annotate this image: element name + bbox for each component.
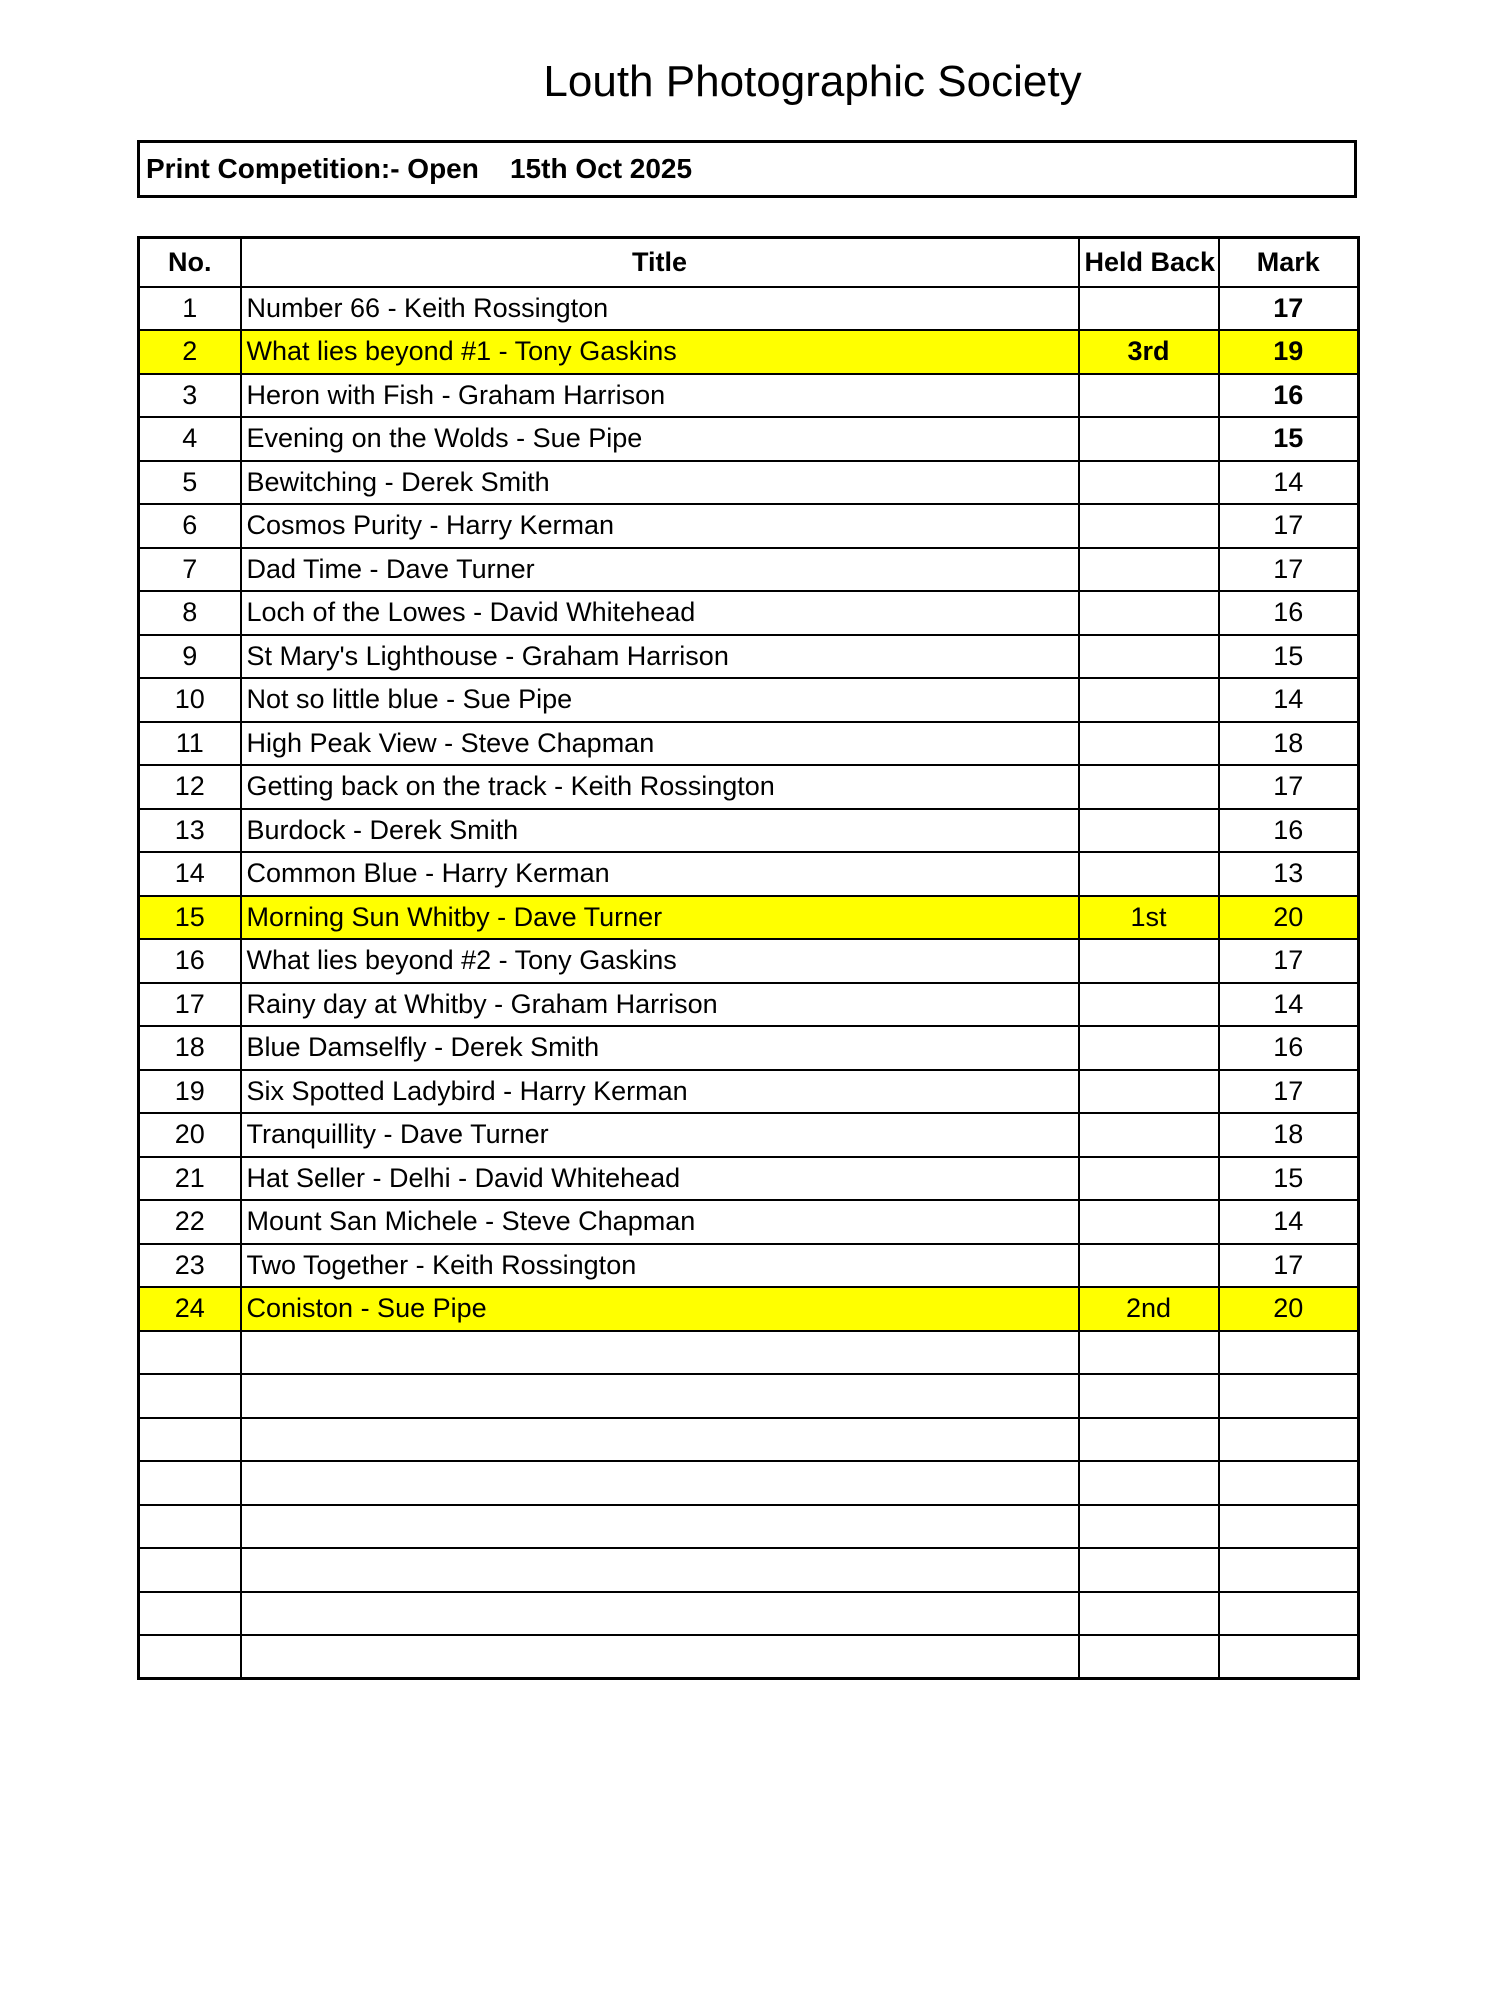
cell-held-back bbox=[1079, 809, 1219, 853]
table-row bbox=[139, 1505, 1359, 1549]
cell-title: Cosmos Purity - Harry Kerman bbox=[241, 504, 1079, 548]
table-row bbox=[139, 591, 1359, 635]
cell-no bbox=[139, 1374, 241, 1418]
cell-no: 12 bbox=[139, 765, 241, 809]
cell-no: 6 bbox=[139, 504, 241, 548]
header-row bbox=[139, 238, 1359, 287]
table-row bbox=[139, 287, 1359, 331]
cell-title: Rainy day at Whitby - Graham Harrison bbox=[241, 983, 1079, 1027]
cell-title: Evening on the Wolds - Sue Pipe bbox=[241, 417, 1079, 461]
cell-mark: 17 bbox=[1219, 1244, 1359, 1288]
table-row bbox=[139, 852, 1359, 896]
table-row bbox=[139, 330, 1359, 374]
cell-title: Hat Seller - Delhi - David Whitehead bbox=[241, 1157, 1079, 1201]
cell-title: Morning Sun Whitby - Dave Turner bbox=[241, 896, 1079, 940]
cell-held-back bbox=[1079, 852, 1219, 896]
cell-title: What lies beyond #2 - Tony Gaskins bbox=[241, 939, 1079, 983]
cell-title: Dad Time - Dave Turner bbox=[241, 548, 1079, 592]
cell-no: 1 bbox=[139, 287, 241, 331]
cell-held-back bbox=[1079, 722, 1219, 766]
cell-title: Loch of the Lowes - David Whitehead bbox=[241, 591, 1079, 635]
cell-held-back bbox=[1079, 374, 1219, 418]
cell-no: 16 bbox=[139, 939, 241, 983]
cell-no: 19 bbox=[139, 1070, 241, 1114]
table-row bbox=[139, 678, 1359, 722]
cell-mark: 16 bbox=[1219, 809, 1359, 853]
cell-no: 20 bbox=[139, 1113, 241, 1157]
cell-title bbox=[241, 1374, 1079, 1418]
cell-title: Number 66 - Keith Rossington bbox=[241, 287, 1079, 331]
cell-mark: 14 bbox=[1219, 1200, 1359, 1244]
cell-title: St Mary's Lighthouse - Graham Harrison bbox=[241, 635, 1079, 679]
table-row bbox=[139, 417, 1359, 461]
cell-no bbox=[139, 1331, 241, 1375]
cell-held-back bbox=[1079, 591, 1219, 635]
cell-mark: 17 bbox=[1219, 939, 1359, 983]
header-title: Title bbox=[241, 238, 1079, 287]
table-row bbox=[139, 809, 1359, 853]
table-row bbox=[139, 548, 1359, 592]
cell-mark: 17 bbox=[1219, 548, 1359, 592]
table-row bbox=[139, 1157, 1359, 1201]
competition-label: Print Competition:- Open bbox=[146, 153, 479, 184]
table-row bbox=[139, 461, 1359, 505]
cell-held-back bbox=[1079, 548, 1219, 592]
cell-held-back bbox=[1079, 1157, 1219, 1201]
table-row bbox=[139, 1461, 1359, 1505]
cell-no bbox=[139, 1418, 241, 1462]
page-title: Louth Photographic Society bbox=[543, 57, 1082, 106]
results-table bbox=[137, 236, 1360, 1680]
table-row bbox=[139, 765, 1359, 809]
cell-no: 5 bbox=[139, 461, 241, 505]
cell-mark: 16 bbox=[1219, 374, 1359, 418]
cell-no: 14 bbox=[139, 852, 241, 896]
cell-no bbox=[139, 1635, 241, 1679]
table-row bbox=[139, 1113, 1359, 1157]
cell-title: Common Blue - Harry Kerman bbox=[241, 852, 1079, 896]
cell-held-back bbox=[1079, 1070, 1219, 1114]
cell-mark: 14 bbox=[1219, 983, 1359, 1027]
table-row bbox=[139, 983, 1359, 1027]
table-row bbox=[139, 1374, 1359, 1418]
cell-held-back bbox=[1079, 939, 1219, 983]
table-row bbox=[139, 635, 1359, 679]
table-row bbox=[139, 1548, 1359, 1592]
cell-no: 8 bbox=[139, 591, 241, 635]
table-row bbox=[139, 1592, 1359, 1636]
cell-mark bbox=[1219, 1331, 1359, 1375]
cell-title bbox=[241, 1418, 1079, 1462]
header-mark: Mark bbox=[1219, 238, 1359, 287]
cell-no: 2 bbox=[139, 330, 241, 374]
cell-title bbox=[241, 1505, 1079, 1549]
cell-no: 3 bbox=[139, 374, 241, 418]
table-row bbox=[139, 1244, 1359, 1288]
cell-no: 4 bbox=[139, 417, 241, 461]
cell-mark: 13 bbox=[1219, 852, 1359, 896]
cell-title bbox=[241, 1461, 1079, 1505]
cell-mark: 17 bbox=[1219, 765, 1359, 809]
cell-mark: 14 bbox=[1219, 461, 1359, 505]
cell-no: 9 bbox=[139, 635, 241, 679]
cell-held-back: 2nd bbox=[1079, 1287, 1219, 1331]
header-no: No. bbox=[139, 238, 241, 287]
table-row bbox=[139, 722, 1359, 766]
cell-mark: 16 bbox=[1219, 1026, 1359, 1070]
cell-mark bbox=[1219, 1461, 1359, 1505]
cell-held-back bbox=[1079, 765, 1219, 809]
cell-held-back bbox=[1079, 417, 1219, 461]
cell-mark: 16 bbox=[1219, 591, 1359, 635]
cell-held-back: 1st bbox=[1079, 896, 1219, 940]
cell-title bbox=[241, 1592, 1079, 1636]
table-row bbox=[139, 504, 1359, 548]
cell-held-back bbox=[1079, 1548, 1219, 1592]
cell-no: 24 bbox=[139, 1287, 241, 1331]
cell-held-back bbox=[1079, 504, 1219, 548]
cell-title: Six Spotted Ladybird - Harry Kerman bbox=[241, 1070, 1079, 1114]
cell-mark bbox=[1219, 1374, 1359, 1418]
competition-header bbox=[137, 140, 1357, 198]
table-row bbox=[139, 1331, 1359, 1375]
table-row bbox=[139, 1200, 1359, 1244]
table-row bbox=[139, 1026, 1359, 1070]
cell-held-back bbox=[1079, 1418, 1219, 1462]
cell-mark bbox=[1219, 1592, 1359, 1636]
cell-title: Blue Damselfly - Derek Smith bbox=[241, 1026, 1079, 1070]
table-body bbox=[139, 287, 1359, 1679]
table-row bbox=[139, 374, 1359, 418]
cell-no: 13 bbox=[139, 809, 241, 853]
cell-title: Mount San Michele - Steve Chapman bbox=[241, 1200, 1079, 1244]
cell-title: Burdock - Derek Smith bbox=[241, 809, 1079, 853]
cell-no bbox=[139, 1592, 241, 1636]
cell-title: Heron with Fish - Graham Harrison bbox=[241, 374, 1079, 418]
cell-held-back bbox=[1079, 1635, 1219, 1679]
cell-mark: 18 bbox=[1219, 1113, 1359, 1157]
cell-held-back bbox=[1079, 1026, 1219, 1070]
cell-held-back bbox=[1079, 1331, 1219, 1375]
cell-no: 10 bbox=[139, 678, 241, 722]
cell-held-back: 3rd bbox=[1079, 330, 1219, 374]
cell-title: Two Together - Keith Rossington bbox=[241, 1244, 1079, 1288]
cell-held-back bbox=[1079, 1505, 1219, 1549]
cell-mark bbox=[1219, 1635, 1359, 1679]
cell-no bbox=[139, 1548, 241, 1592]
cell-mark: 14 bbox=[1219, 678, 1359, 722]
cell-title bbox=[241, 1548, 1079, 1592]
cell-no: 21 bbox=[139, 1157, 241, 1201]
cell-title bbox=[241, 1635, 1079, 1679]
cell-no: 11 bbox=[139, 722, 241, 766]
cell-mark bbox=[1219, 1505, 1359, 1549]
cell-mark bbox=[1219, 1548, 1359, 1592]
cell-title: Not so little blue - Sue Pipe bbox=[241, 678, 1079, 722]
cell-mark: 17 bbox=[1219, 287, 1359, 331]
cell-mark: 17 bbox=[1219, 504, 1359, 548]
cell-no: 18 bbox=[139, 1026, 241, 1070]
cell-held-back bbox=[1079, 1200, 1219, 1244]
cell-title: What lies beyond #1 - Tony Gaskins bbox=[241, 330, 1079, 374]
cell-title bbox=[241, 1331, 1079, 1375]
cell-held-back bbox=[1079, 1592, 1219, 1636]
cell-held-back bbox=[1079, 461, 1219, 505]
table-row bbox=[139, 896, 1359, 940]
cell-held-back bbox=[1079, 1244, 1219, 1288]
cell-no: 7 bbox=[139, 548, 241, 592]
table-row bbox=[139, 1635, 1359, 1679]
cell-mark: 19 bbox=[1219, 330, 1359, 374]
cell-title: High Peak View - Steve Chapman bbox=[241, 722, 1079, 766]
cell-mark: 18 bbox=[1219, 722, 1359, 766]
cell-title: Coniston - Sue Pipe bbox=[241, 1287, 1079, 1331]
cell-mark: 15 bbox=[1219, 1157, 1359, 1201]
header-held-back: Held Back bbox=[1079, 238, 1219, 287]
table-row bbox=[139, 939, 1359, 983]
cell-held-back bbox=[1079, 983, 1219, 1027]
cell-held-back bbox=[1079, 678, 1219, 722]
cell-title: Tranquillity - Dave Turner bbox=[241, 1113, 1079, 1157]
table-row bbox=[139, 1418, 1359, 1462]
cell-no: 22 bbox=[139, 1200, 241, 1244]
cell-no bbox=[139, 1461, 241, 1505]
cell-no: 23 bbox=[139, 1244, 241, 1288]
cell-mark: 15 bbox=[1219, 635, 1359, 679]
table-row bbox=[139, 1070, 1359, 1114]
cell-title: Bewitching - Derek Smith bbox=[241, 461, 1079, 505]
cell-held-back bbox=[1079, 1461, 1219, 1505]
cell-mark: 17 bbox=[1219, 1070, 1359, 1114]
cell-no bbox=[139, 1505, 241, 1549]
competition-date: 15th Oct 2025 bbox=[509, 153, 693, 184]
cell-no: 17 bbox=[139, 983, 241, 1027]
cell-held-back bbox=[1079, 635, 1219, 679]
cell-held-back bbox=[1079, 287, 1219, 331]
table-row bbox=[139, 1287, 1359, 1331]
cell-held-back bbox=[1079, 1374, 1219, 1418]
cell-mark bbox=[1219, 1418, 1359, 1462]
cell-mark: 15 bbox=[1219, 417, 1359, 461]
cell-mark: 20 bbox=[1219, 1287, 1359, 1331]
cell-no: 15 bbox=[139, 896, 241, 940]
cell-held-back bbox=[1079, 1113, 1219, 1157]
cell-mark: 20 bbox=[1219, 896, 1359, 940]
cell-title: Getting back on the track - Keith Rossington bbox=[241, 765, 1079, 809]
